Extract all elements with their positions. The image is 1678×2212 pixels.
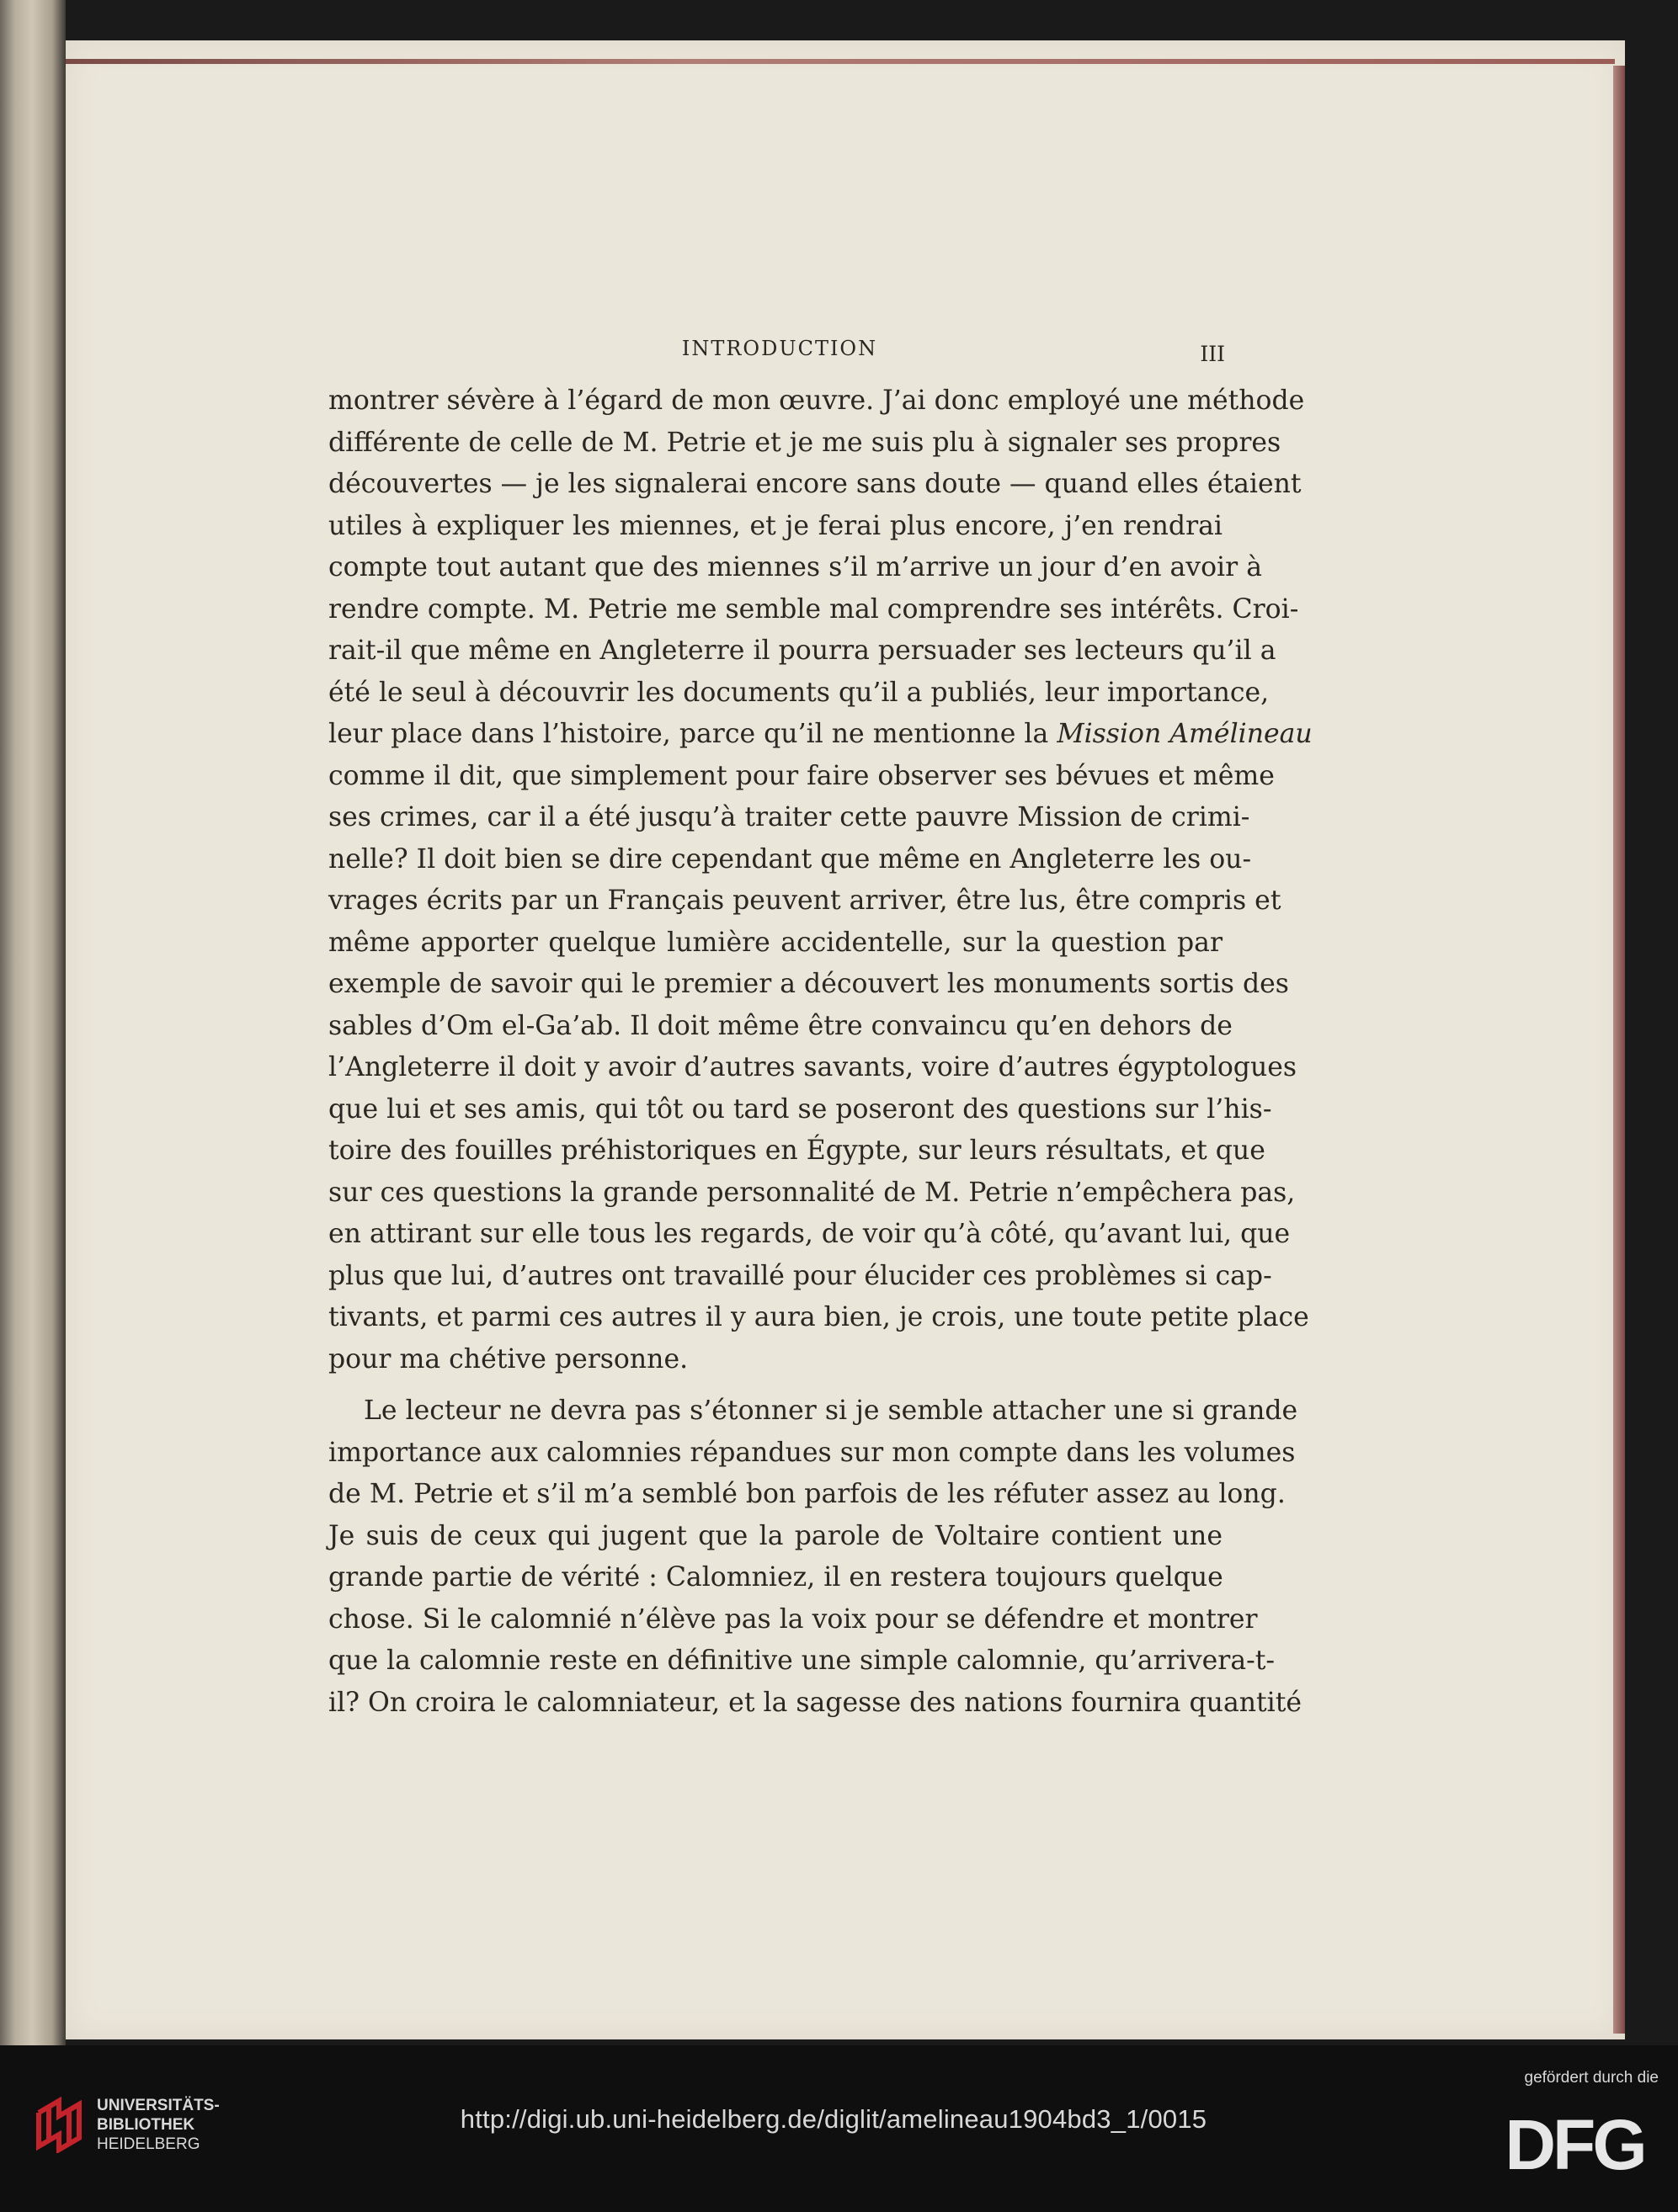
text-line-content: Le lecteur ne devra pas s’étonner si je semble attacher une si grande (364, 1396, 1298, 1426)
text-line (328, 1172, 1296, 1215)
text-line (328, 423, 1281, 465)
text-line (328, 964, 1289, 1006)
text-line (328, 1214, 1291, 1256)
text-line (328, 756, 1275, 798)
text-line-content: utiles à expliquer les miennes, et je ferai plus encore, j’en rendrai (328, 510, 1223, 541)
text-line-content: tivants, et parmi ces autres il y aura bien, je crois, une toute petite place (328, 1302, 1309, 1332)
text-line (328, 714, 1313, 756)
library-logo-text[interactable] (97, 2096, 265, 2154)
text-line (328, 380, 1305, 423)
text-line-content: importance aux calomnies répandues sur mon compte dans les volumes (328, 1437, 1296, 1468)
text-line-content: été le seul à découvrir les documents qu’il a publiés, leur importance, (328, 677, 1270, 708)
text-line (328, 589, 1299, 631)
text-line-content: de M. Petrie et s’il m’a semblé bon parfois de les réfuter assez au long. (328, 1479, 1286, 1509)
text-line (328, 673, 1270, 715)
text-line (328, 839, 1252, 881)
text-line-content: Je suis de ceux qui jugent que la parole de Voltaire contient une (328, 1520, 1223, 1551)
left-page-edge (0, 0, 66, 2045)
paragraph-gap (328, 1380, 1223, 1390)
text-line (328, 1297, 1309, 1339)
text-line-content: découvertes — je les signalerai encore sans doute — quand elles étaient (328, 469, 1302, 499)
text-line (328, 1599, 1258, 1641)
text-line-content: sur ces questions la grande personnalité de M. Petrie n’empêchera pas, (328, 1177, 1296, 1208)
text-line-content: montrer sévère à l’égard de mon œuvre. J’ai donc employé une méthode (328, 386, 1305, 416)
italic-title: Mission Amélineau (1057, 719, 1313, 749)
text-line-content: chose. Si le calomnié n’élève pas la voix pour se défendre et montrer (328, 1603, 1258, 1635)
text-line (328, 464, 1302, 506)
text-line (328, 797, 1250, 839)
library-name-line1: UNIVERSITÄTS- (97, 2097, 220, 2114)
text-line-content: que lui et ses amis, qui tôt ou tard se poseront des questions sur l’his- (328, 1093, 1272, 1125)
text-line-content: pour ma chétive personne. (328, 1343, 689, 1375)
library-logo-icon[interactable] (34, 2096, 86, 2153)
text-line (328, 1557, 1223, 1599)
text-line-content: que la calomnie reste en définitive une simple calomnie, qu’arrivera-t- (328, 1646, 1276, 1676)
text-line (328, 1256, 1272, 1298)
sponsor-label: gefördert durch die (1524, 2069, 1659, 2087)
text-line (328, 1516, 1223, 1558)
dfg-logo[interactable] (1497, 2110, 1653, 2176)
text-line-content: rendre compte. M. Petrie me semble mal comprendre ses intérêts. Croi- (328, 593, 1299, 625)
text-line (328, 1390, 1298, 1433)
text-line-content: toire des fouilles préhistoriques en Égypte, sur leurs résultats, et que (328, 1135, 1265, 1166)
permalink-url[interactable]: http://digi.ub.uni-heidelberg.de/diglit/amelineau1904bd3_1/0015 (460, 2104, 1207, 2134)
text-line-content: l’Angleterre il doit y avoir d’autres savants, voire d’autres égyptologues (328, 1052, 1297, 1082)
text-line-content: grande partie de vérité : Calomniez, il en restera toujours quelque (328, 1562, 1223, 1593)
text-line-content: vrages écrits par un Français peuvent arriver, être lus, être compris et (328, 885, 1281, 916)
body-text (328, 380, 1313, 1724)
dfg-logo-text: DFG (1505, 2110, 1644, 2176)
page-right-edge (1613, 66, 1625, 2034)
page-top-edge (66, 59, 1615, 64)
text-line (328, 1089, 1272, 1131)
text-line-content: compte tout autant que des miennes s’il m’arrive un jour d’en avoir à (328, 552, 1262, 582)
text-line-content: même apporter quelque lumière accidentelle, sur la question par (328, 927, 1223, 958)
text-line (328, 506, 1223, 548)
text-line (328, 1339, 1223, 1381)
text-line (328, 923, 1223, 965)
text-line-content: comme il dit, que simplement pour faire observer ses bévues et même (328, 760, 1275, 791)
text-line-content: rait-il que même en Angleterre il pourra persuader ses lecteurs qu’il a (328, 635, 1276, 666)
text-line (328, 1683, 1302, 1725)
text-line (328, 1474, 1286, 1516)
text-line-content: en attirant sur elle tous les regards, de voir qu’à côté, qu’avant lui, que (328, 1219, 1291, 1249)
text-line-content: différente de celle de M. Petrie et je me suis plu à signaler ses propres (328, 427, 1281, 458)
library-name-line3: HEIDELBERG (97, 2135, 200, 2153)
text-line (328, 880, 1281, 923)
text-line-content: sables d’Om el-Ga’ab. Il doit même être convaincu qu’en dehors de (328, 1010, 1233, 1041)
library-name-line2: BIBLIOTHEK (97, 2116, 195, 2134)
text-line-content: nelle? Il doit bien se dire cependant que même en Angleterre les ou- (328, 843, 1252, 875)
text-line-content: il? On croira le calomniateur, et la sagesse des nations fournira quantité (328, 1687, 1302, 1718)
text-line (328, 630, 1276, 673)
text-line-content: exemple de savoir qui le premier a découvert les monuments sortis des (328, 969, 1289, 999)
text-line-content: plus que lui, d’autres ont travaillé pour élucider ces problèmes si cap- (328, 1260, 1272, 1291)
text-line (328, 1640, 1276, 1683)
text-line (328, 1130, 1265, 1172)
text-line-content: leur place dans l’histoire, parce qu’il ne mentionne la (328, 719, 1049, 749)
running-head: INTRODUCTION (681, 337, 878, 360)
text-line (328, 547, 1262, 589)
page-number: III (1200, 342, 1225, 366)
text-line (328, 1047, 1297, 1089)
text-line-content: ses crimes, car il a été jusqu’à traiter cette pauvre Mission de crimi- (328, 802, 1250, 832)
text-line (328, 1006, 1233, 1048)
text-line (328, 1433, 1296, 1475)
